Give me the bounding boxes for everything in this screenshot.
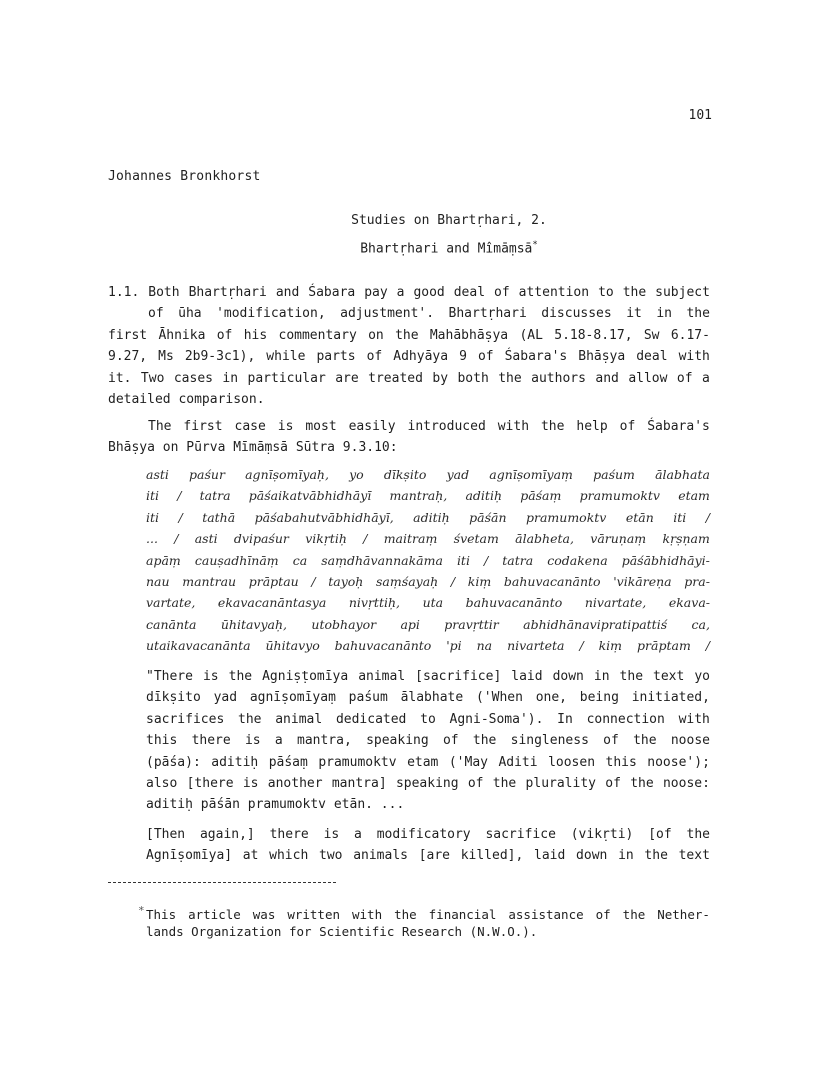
word: agnīṣomīyaḥ, bbox=[245, 467, 329, 482]
quote-line bbox=[146, 571, 710, 592]
word: yo bbox=[694, 669, 710, 684]
word: of bbox=[494, 285, 510, 300]
word: / bbox=[177, 488, 182, 504]
text-line bbox=[146, 666, 710, 687]
word: Bhartṛhari bbox=[188, 285, 267, 300]
text-line bbox=[108, 416, 710, 437]
word: adjustment'. bbox=[340, 306, 435, 322]
quote-line bbox=[146, 485, 710, 506]
word: connection bbox=[586, 711, 665, 727]
word: is bbox=[323, 827, 340, 842]
word: mantraḥ, bbox=[389, 488, 448, 504]
word: nivarteta bbox=[507, 638, 565, 654]
word: authors bbox=[531, 370, 586, 386]
word: dvipaśur bbox=[233, 531, 289, 547]
word: / bbox=[311, 574, 316, 590]
word: Both bbox=[148, 285, 180, 300]
word: this bbox=[605, 754, 637, 770]
word: initiated, bbox=[631, 690, 710, 706]
word: pramumoktv bbox=[526, 509, 607, 525]
word: pravṛttir bbox=[444, 616, 499, 632]
word: Ms bbox=[158, 349, 174, 365]
word: bahuvacanānto bbox=[334, 638, 432, 654]
word: mantra, bbox=[297, 733, 352, 749]
word: ca bbox=[292, 552, 308, 568]
translation-paragraph-2 bbox=[146, 824, 710, 867]
word: Āhnika bbox=[158, 327, 206, 343]
word: 6.17- bbox=[670, 327, 710, 343]
word: at bbox=[242, 848, 259, 864]
intro-paragraph bbox=[108, 416, 710, 459]
word: ālabheta, bbox=[515, 531, 574, 547]
word: apāṃ bbox=[146, 552, 181, 568]
word: (AL bbox=[519, 327, 543, 343]
word: speaking bbox=[395, 776, 459, 792]
word: sacrifice bbox=[485, 827, 556, 842]
word: to bbox=[598, 285, 614, 300]
text-line bbox=[108, 346, 710, 367]
word: na bbox=[476, 638, 493, 654]
article-title: Studies on Bhartṛhari, 2. bbox=[351, 213, 547, 228]
word: a bbox=[701, 370, 710, 386]
word: being bbox=[579, 690, 619, 706]
word: dīkṣito bbox=[383, 467, 427, 482]
word: the bbox=[395, 327, 419, 343]
word: Agnīṣomīya] bbox=[146, 848, 233, 864]
subtitle-footnote-mark: * bbox=[532, 240, 538, 250]
word: Agni-Soma'). bbox=[449, 711, 544, 727]
word: abhidhānavipratipattiś bbox=[523, 616, 668, 632]
word: first bbox=[108, 327, 148, 343]
word: In bbox=[557, 711, 573, 727]
word: again,] bbox=[199, 827, 255, 842]
word: pāśaṃ bbox=[268, 754, 308, 770]
word: [there bbox=[186, 776, 234, 792]
text-line bbox=[146, 687, 710, 708]
word: discusses bbox=[541, 306, 612, 322]
word: [of bbox=[648, 827, 672, 842]
word: Adhyāya bbox=[393, 349, 449, 365]
word: pay bbox=[364, 285, 388, 300]
word: nivartate, bbox=[584, 595, 647, 611]
word: two bbox=[319, 848, 343, 864]
footnote-line bbox=[146, 906, 710, 923]
text-line bbox=[146, 730, 710, 751]
word: paśum bbox=[593, 467, 635, 482]
word: vikṛtiḥ bbox=[305, 531, 347, 547]
word: pramumoktv bbox=[579, 488, 660, 504]
word: maitraṃ bbox=[383, 531, 438, 547]
word: the bbox=[472, 733, 497, 749]
word: dedicated bbox=[335, 711, 407, 727]
word: a bbox=[354, 827, 362, 842]
word: ca, bbox=[691, 616, 710, 632]
word: and bbox=[275, 285, 300, 300]
page-number: 101 bbox=[688, 108, 712, 123]
word: Sw bbox=[643, 327, 660, 343]
word: assistance bbox=[508, 907, 584, 922]
quote-line bbox=[146, 464, 710, 485]
word: Agniṣṭomīya bbox=[262, 669, 349, 684]
word: Śabara bbox=[308, 285, 356, 300]
word: aditiḥ bbox=[211, 754, 259, 770]
word: prāptam bbox=[637, 638, 691, 654]
text-line bbox=[108, 303, 710, 324]
word: of bbox=[619, 419, 636, 434]
word: animal bbox=[358, 669, 406, 684]
word: of bbox=[148, 306, 164, 322]
word: iti bbox=[146, 488, 160, 504]
word: loosen bbox=[548, 754, 596, 770]
word: of bbox=[366, 349, 383, 365]
word: with bbox=[678, 711, 710, 727]
word: agnīṣomīyaṃ bbox=[249, 690, 336, 706]
word: a bbox=[396, 285, 405, 300]
word: yad bbox=[446, 467, 470, 482]
word: treated bbox=[368, 370, 423, 386]
word: / bbox=[484, 552, 489, 568]
word: both bbox=[457, 370, 489, 386]
word: the bbox=[394, 907, 417, 922]
word: laid bbox=[511, 669, 543, 684]
word: asti bbox=[194, 531, 218, 547]
translation-paragraph-1 bbox=[146, 666, 710, 816]
word: while bbox=[266, 349, 306, 365]
word: the bbox=[492, 776, 517, 792]
word: particular bbox=[247, 370, 326, 386]
word: [sacrifice] bbox=[415, 669, 502, 684]
word: with bbox=[352, 907, 383, 922]
text-line bbox=[108, 368, 710, 389]
quote-line bbox=[146, 635, 710, 656]
word: it. bbox=[108, 370, 132, 386]
word: saṃśayaḥ bbox=[376, 574, 439, 590]
word: The bbox=[148, 419, 172, 434]
word: the bbox=[686, 827, 710, 842]
word: [Then bbox=[146, 827, 186, 842]
article-subtitle bbox=[0, 240, 828, 256]
word: Aditi bbox=[498, 754, 538, 770]
word: allow bbox=[628, 370, 668, 386]
word: the bbox=[622, 907, 646, 922]
word: 2b9-3c1), bbox=[184, 349, 256, 365]
word: / bbox=[174, 531, 179, 547]
word: with bbox=[678, 349, 710, 365]
word: it bbox=[626, 306, 642, 322]
text-line: detailed comparison. bbox=[108, 392, 265, 408]
word: case bbox=[234, 419, 266, 434]
word: ālabhata bbox=[655, 467, 710, 482]
word: in bbox=[222, 370, 239, 386]
word: ('May bbox=[448, 754, 488, 770]
word: the bbox=[228, 669, 253, 684]
word: to bbox=[420, 711, 436, 727]
text-line: aditiḥ pāśān pramumoktv etān. ... bbox=[146, 797, 405, 813]
word: of bbox=[595, 907, 611, 922]
word: in bbox=[593, 669, 610, 684]
word: easily bbox=[348, 419, 396, 434]
word: ūha bbox=[178, 306, 202, 322]
word: modificatory bbox=[376, 827, 471, 842]
word: there bbox=[191, 733, 231, 749]
word: written bbox=[287, 907, 341, 922]
word: tatra bbox=[502, 552, 534, 568]
word: aditiḥ bbox=[413, 509, 450, 525]
word: 9.27, bbox=[108, 349, 148, 365]
word: pāśaṃ bbox=[520, 488, 562, 504]
word: dīkṣito bbox=[146, 690, 201, 706]
word: prāptau bbox=[248, 574, 299, 590]
word: are bbox=[335, 370, 359, 386]
quote-line bbox=[146, 550, 710, 571]
word: 1.1. bbox=[108, 285, 140, 300]
word: the bbox=[619, 669, 644, 684]
word: of bbox=[605, 776, 621, 792]
word: 'vikāreṇa bbox=[613, 574, 672, 590]
word: bahuvacanānto bbox=[503, 574, 601, 590]
word: tayoḥ bbox=[328, 574, 364, 590]
word: with bbox=[497, 419, 530, 434]
word: of bbox=[477, 349, 494, 365]
word: the bbox=[238, 711, 262, 727]
word: down bbox=[552, 669, 584, 684]
word: nivṛttiḥ, bbox=[348, 595, 400, 611]
word: codakena bbox=[547, 552, 608, 568]
word: pramumoktv bbox=[318, 754, 397, 770]
word: 9 bbox=[459, 349, 467, 365]
word: yad bbox=[213, 690, 238, 706]
word: ekavacanāntasya bbox=[217, 595, 327, 611]
word: parts bbox=[316, 349, 356, 365]
word: / bbox=[705, 638, 710, 654]
word: 'modification, bbox=[216, 306, 326, 322]
word: which bbox=[269, 848, 309, 864]
word: of bbox=[442, 733, 459, 749]
word: deal bbox=[636, 349, 668, 365]
text-line bbox=[146, 752, 710, 773]
text-line bbox=[146, 824, 710, 845]
word: saṃdhāvannakāma bbox=[321, 552, 443, 568]
word: canānta bbox=[146, 616, 197, 632]
word: of bbox=[216, 327, 233, 343]
word: and bbox=[595, 370, 619, 386]
text-line bbox=[146, 845, 710, 866]
word: the bbox=[540, 419, 565, 434]
word: good bbox=[413, 285, 445, 300]
word: ūhitavyo bbox=[265, 638, 320, 654]
quote-line bbox=[146, 614, 710, 635]
word: vartate, bbox=[146, 595, 196, 611]
word: ālabhate bbox=[400, 690, 464, 706]
sanskrit-quotation bbox=[146, 464, 710, 657]
word: iti bbox=[673, 509, 687, 525]
word: animals bbox=[353, 848, 408, 864]
word: utaikavacanānta bbox=[146, 638, 251, 654]
word: laid bbox=[534, 848, 566, 864]
word: help bbox=[576, 419, 608, 434]
word: Śabara's bbox=[647, 419, 710, 434]
word: aditiḥ bbox=[465, 488, 502, 504]
word: / bbox=[363, 531, 368, 547]
word: Mahābhāṣya bbox=[429, 327, 509, 343]
word: 5.18-8.17, bbox=[554, 327, 633, 343]
word: noose bbox=[670, 733, 710, 749]
word: his bbox=[243, 327, 268, 343]
word: deal bbox=[453, 285, 486, 300]
word: by bbox=[432, 370, 449, 386]
word: cases bbox=[173, 370, 213, 386]
word: killed], bbox=[460, 848, 524, 864]
word: This bbox=[146, 907, 177, 922]
word: the bbox=[644, 848, 668, 864]
quote-line bbox=[146, 592, 710, 613]
word: of bbox=[603, 733, 619, 749]
word: kiṃ bbox=[467, 574, 492, 590]
word: iti bbox=[146, 509, 160, 525]
word: / bbox=[579, 638, 584, 654]
word: pāśābhidhāyi- bbox=[621, 552, 710, 568]
word: pāśaikatvābhidhāyī bbox=[248, 488, 372, 504]
word: uta bbox=[422, 595, 444, 611]
word: one, bbox=[535, 690, 568, 706]
word: the bbox=[633, 733, 657, 749]
author-name: Johannes Bronkhorst bbox=[108, 169, 261, 184]
word: śvetam bbox=[453, 531, 499, 547]
word: is bbox=[242, 776, 259, 792]
word: text bbox=[678, 848, 710, 864]
word: mantrau bbox=[182, 574, 237, 590]
word: Nether- bbox=[657, 907, 710, 922]
word: bahuvacanānto bbox=[465, 595, 563, 611]
word: Śabara's bbox=[504, 349, 568, 365]
word: Bhartṛhari bbox=[448, 306, 527, 322]
word: singleness bbox=[510, 733, 589, 749]
word: (pāśa): bbox=[146, 754, 201, 770]
word: was bbox=[252, 907, 276, 922]
section-1-1-paragraph bbox=[108, 282, 710, 410]
word: also bbox=[146, 776, 178, 792]
word: mantra] bbox=[331, 776, 387, 792]
word: pāśān bbox=[469, 509, 507, 525]
word: etān bbox=[625, 509, 654, 525]
word: noose'); bbox=[647, 754, 710, 770]
word: cauṣadhīnāṃ bbox=[194, 552, 279, 568]
word: ... bbox=[146, 531, 158, 547]
word: attention bbox=[518, 285, 590, 300]
word: tathā bbox=[202, 509, 236, 525]
word: Bhāṣya bbox=[578, 349, 626, 365]
word: "There bbox=[146, 669, 193, 684]
word: animal bbox=[275, 711, 323, 727]
word: ('When bbox=[475, 690, 523, 706]
word: of bbox=[676, 370, 693, 386]
word: article bbox=[188, 907, 241, 922]
word: the bbox=[498, 370, 522, 386]
word: kiṃ bbox=[598, 638, 623, 654]
word: / bbox=[450, 574, 456, 590]
text-line bbox=[146, 709, 710, 730]
word: a bbox=[274, 733, 283, 749]
word: iti bbox=[456, 552, 470, 568]
text-line bbox=[108, 282, 710, 303]
word: commentary bbox=[278, 327, 357, 343]
word: kṛṣṇam bbox=[662, 531, 710, 547]
word: yo bbox=[349, 467, 364, 482]
word: etam bbox=[678, 488, 710, 504]
footnote bbox=[146, 906, 710, 940]
word: paśum bbox=[348, 690, 388, 706]
text-line: Bhāṣya on Pūrva Mīmāṃsā Sūtra 9.3.10: bbox=[108, 440, 398, 456]
word: most bbox=[305, 419, 337, 434]
word: text bbox=[653, 669, 685, 684]
word: (vikṛti) bbox=[570, 827, 634, 842]
word: [are bbox=[418, 848, 450, 864]
word: api bbox=[400, 616, 420, 632]
word: there bbox=[269, 827, 309, 842]
word: / bbox=[705, 509, 710, 525]
word: subject bbox=[655, 285, 710, 300]
word: in bbox=[618, 848, 634, 864]
quote-line bbox=[146, 507, 710, 528]
word: Two bbox=[140, 370, 165, 386]
word: agnīṣomīyaṃ bbox=[489, 467, 573, 482]
word: noose: bbox=[662, 776, 710, 792]
word: pāśabahutvābhidhāyī, bbox=[254, 509, 394, 525]
word: / bbox=[178, 509, 183, 525]
word: tatra bbox=[199, 488, 231, 504]
word: is bbox=[244, 733, 261, 749]
word: etam bbox=[407, 754, 439, 770]
word: of bbox=[467, 776, 484, 792]
quote-line bbox=[146, 528, 710, 549]
word: financial bbox=[428, 907, 497, 922]
word: paśur bbox=[189, 467, 225, 482]
footnote-mark: * bbox=[138, 904, 145, 917]
word: sacrifices bbox=[146, 711, 225, 727]
text-line bbox=[146, 773, 710, 794]
word: introduced bbox=[407, 419, 486, 434]
word: this bbox=[146, 733, 178, 749]
word: first bbox=[183, 419, 223, 434]
word: utobhayor bbox=[311, 616, 377, 632]
word: the bbox=[686, 306, 710, 322]
word: plurality bbox=[525, 776, 596, 792]
word: the bbox=[622, 285, 647, 300]
footnote-line: lands Organization for Scientific Research (N.W.O.). bbox=[146, 924, 538, 939]
word: is bbox=[277, 419, 294, 434]
word: the bbox=[630, 776, 654, 792]
word: 'pi bbox=[446, 638, 462, 654]
word: another bbox=[267, 776, 323, 792]
word: ekava- bbox=[668, 595, 710, 611]
word: vāruṇaṃ bbox=[590, 531, 647, 547]
subtitle-text: Bhartṛhari and Mîmāṃsā bbox=[360, 241, 533, 257]
word: speaking bbox=[366, 733, 429, 749]
word: in bbox=[656, 306, 672, 322]
word: pra- bbox=[684, 574, 710, 590]
text-line bbox=[108, 325, 710, 346]
word: nau bbox=[146, 574, 170, 590]
word: down bbox=[576, 848, 608, 864]
word: ūhitavyaḥ, bbox=[220, 616, 288, 632]
footnote-separator bbox=[108, 882, 336, 883]
word: asti bbox=[146, 467, 169, 482]
word: is bbox=[202, 669, 219, 684]
word: on bbox=[368, 327, 384, 343]
